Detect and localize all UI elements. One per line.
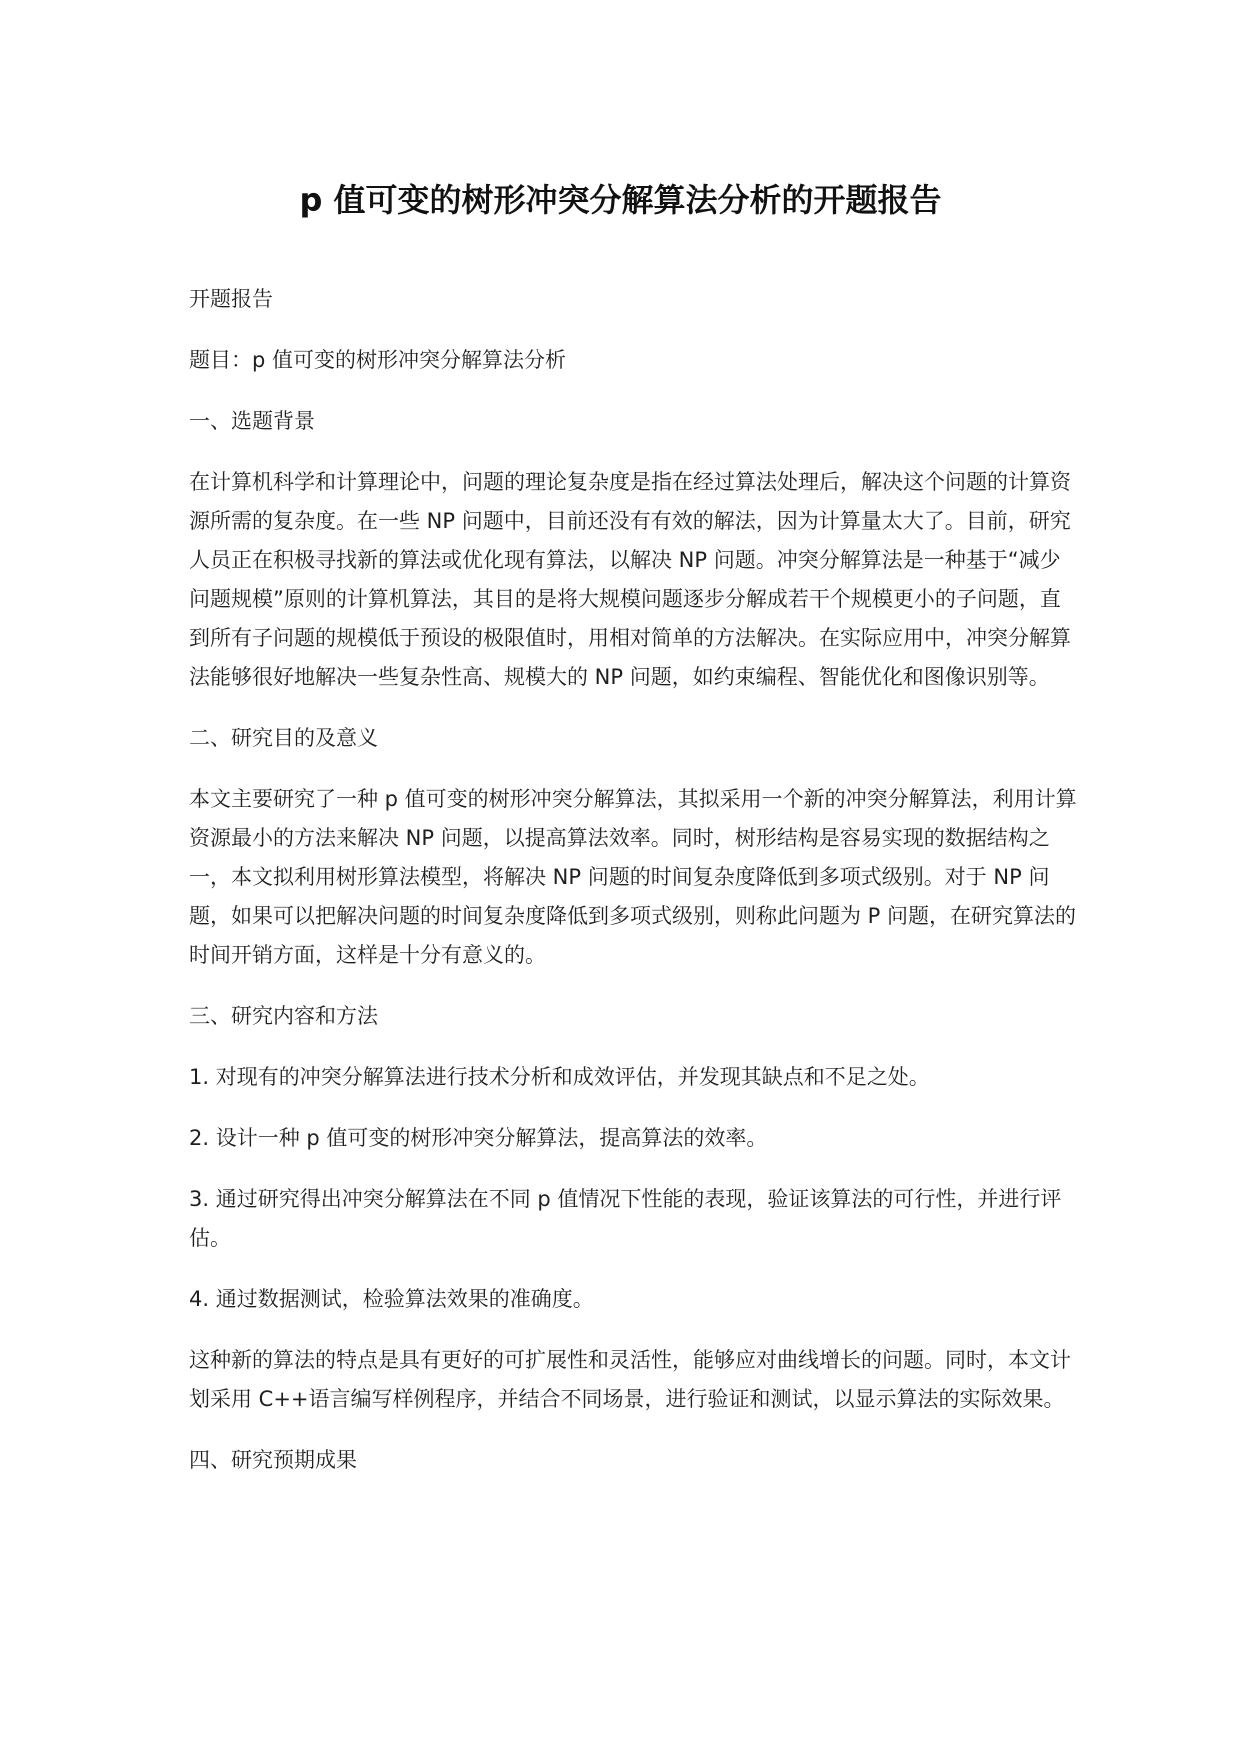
- section-paragraph-methods: 这种新的算法的特点是具有更好的可扩展性和灵活性，能够应对曲线增长的问题。同时，本文计划采用 C++语言编写样例程序，并结合不同场景，进行验证和测试，以显示算法的实际效果。: [189, 1348, 1071, 1411]
- section-heading-outcomes: 四、研究预期成果: [189, 1448, 357, 1472]
- method-item-1: 1. 对现有的冲突分解算法进行技术分析和成效评估，并发现其缺点和不足之处。: [189, 1065, 930, 1089]
- section-heading-methods: 三、研究内容和方法: [189, 1004, 378, 1028]
- method-item-2: 2. 设计一种 p 值可变的树形冲突分解算法，提高算法的效率。: [189, 1126, 768, 1150]
- section-heading-purpose: 二、研究目的及意义: [189, 726, 378, 750]
- document-title: p 值可变的树形冲突分解算法分析的开题报告: [299, 181, 942, 219]
- document-body: [189, 280, 1079, 1502]
- method-item-3: 3. 通过研究得出冲突分解算法在不同 p 值情况下性能的表现，验证该算法的可行性，并进行评估。: [189, 1187, 1062, 1250]
- section-heading-background: 一、选题背景: [189, 409, 315, 433]
- section-paragraph-background: 在计算机科学和计算理论中，问题的理论复杂度是指在经过算法处理后，解决这个问题的计算资源所需的复杂度。在一些 NP 问题中，目前还没有有效的解法，因为计算量太大了。目前，研究人员正在积极寻找新的算法或优化现有算法，以解决 NP 问题。冲突分解算法是一种基于“减少问题规模”原则的计算机算法，其目的是将大规模问题逐步分解成若干个规模更小的子问题，直到所有子问题的规模低于预设的极限值时，用相对简单的方法解决。在实际应用中，冲突分解算法能够很好地解决一些复杂性高、规模大的 NP 问题，如约束编程、智能优化和图像识别等。: [189, 470, 1071, 689]
- report-subject: 题目：p 值可变的树形冲突分解算法分析: [189, 348, 567, 372]
- section-paragraph-purpose: 本文主要研究了一种 p 值可变的树形冲突分解算法，其拟采用一个新的冲突分解算法，利用计算资源最小的方法来解决 NP 问题，以提高算法效率。同时，树形结构是容易实现的数据结构之一，本文拟利用树形算法模型，将解决 NP 问题的时间复杂度降低到多项式级别。对于 NP 问题，如果可以把解决问题的时间复杂度降低到多项式级别，则称此问题为 P 问题，在研究算法的时间开销方面，这样是十分有意义的。: [189, 787, 1077, 967]
- report-label: 开题报告: [189, 287, 273, 311]
- method-item-4: 4. 通过数据测试，检验算法效果的准确度。: [189, 1287, 594, 1311]
